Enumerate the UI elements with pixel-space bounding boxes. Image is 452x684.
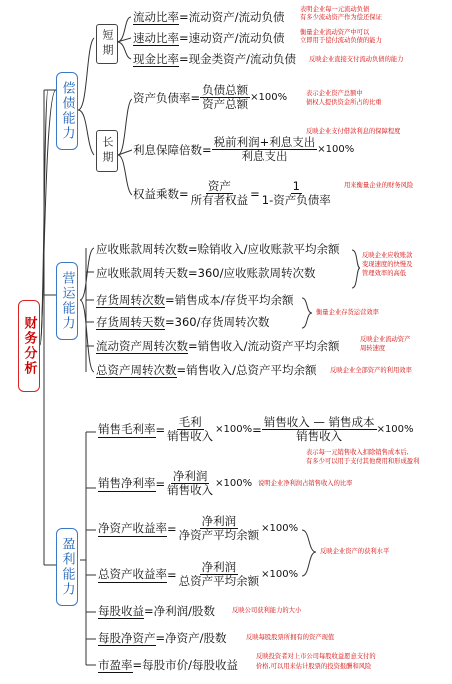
interest-coverage: 利息保障倍数 = $\frac{\text{税前利润+利息支出}}{\text{利息支出}}$ ×100%	[133, 135, 355, 163]
current-ratio-name: 流动比率	[133, 10, 179, 24]
total-asset-note: 反映企业全部资产的利用效率	[330, 367, 412, 374]
subcategory-short-label: 短期	[101, 29, 114, 59]
subcategory-long-label: 长期	[101, 136, 114, 166]
debt-ratio-note-2: 债权人提供资金所占的比重	[306, 99, 382, 106]
roe-denominator: 净资产平均余额	[178, 528, 260, 542]
gross-margin-percent-1: ×100%	[215, 424, 253, 435]
debt-ratio-numerator: 负债总额	[202, 83, 249, 97]
roa-name: 总资产收益率	[98, 567, 167, 581]
bps	[98, 631, 227, 645]
inventory-days	[96, 315, 269, 329]
equity-multiplier-numerator-1: 资产	[207, 179, 231, 193]
debt-ratio: 资产负债率 = $\frac{\text{负债总额}}{\text{资产总额}}$ ×100%	[133, 83, 288, 111]
roa-percent: ×100%	[261, 569, 299, 580]
cash-ratio-formula: =现金类资产/流动负债	[179, 52, 297, 66]
gross-margin: 销售毛利率 = $\frac{\text{毛利}}{\text{销售收入}}$ ×100% = $\frac{\text{销售收入 — 销售成本}}{\text{销售收入}}$ ×100%	[98, 415, 414, 443]
inventory-turnover-name: 存货周转次数	[96, 293, 165, 307]
gross-margin-equals: =	[252, 422, 262, 437]
cash-ratio-name: 现金比率	[133, 52, 179, 66]
cash-ratio-note: 反映企业直接支付流动负债的能力	[309, 56, 404, 63]
net-margin-numerator: 净利润	[172, 469, 208, 483]
debt-ratio-percent: ×100%	[250, 92, 288, 103]
receivable-days-formula: =360/应收账款周转次数	[188, 266, 316, 280]
gross-margin-fraction-2	[262, 416, 377, 443]
eps-note: 反映公司获利能力的大小	[232, 607, 302, 614]
debt-ratio-name: 资产负债率	[133, 90, 191, 105]
current-asset-note-2: 周转速度	[360, 345, 386, 352]
interest-coverage-name: 利息保障倍数	[133, 142, 202, 157]
current-ratio	[133, 10, 285, 24]
receivable-note-1: 反映企业应收账款	[362, 252, 413, 259]
roa-numerator: 净利润	[201, 560, 237, 574]
current-ratio-formula: =流动资产/流动负债	[179, 10, 285, 24]
equity-multiplier-fraction-1	[189, 180, 251, 207]
pe-ratio	[98, 658, 238, 672]
total-asset-turnover-formula: =销售收入/总资产平均余额	[176, 363, 317, 377]
category-profit-label: 盈利能力	[59, 537, 75, 597]
category-solvency-label: 偿债能力	[59, 81, 75, 141]
category-profit	[56, 528, 78, 606]
roe-percent: ×100%	[261, 523, 299, 534]
category-operating-label: 营运能力	[59, 271, 75, 331]
gross-margin-numerator-1: 毛利	[178, 415, 202, 429]
receivable-turnover	[96, 242, 340, 256]
net-margin: 销售净利率 = $\frac{\text{净利润}}{\text{销售收入}}$ ×100%	[98, 469, 253, 497]
gross-margin-numerator-2: 销售收入 — 销售成本	[263, 415, 375, 429]
roe-numerator: 净利润	[201, 514, 237, 528]
current-asset-note-1: 反映企业流动资产	[360, 336, 411, 343]
net-margin-fraction	[165, 470, 215, 497]
current-ratio-note-2: 有多少流动资产作为偿还保证	[300, 14, 382, 21]
equity-multiplier: 权益乘数 = $\frac{\text{资产}}{\text{所有者权益}}$ = $\frac{1}{\text{1-资产负债率}}$	[133, 179, 331, 207]
eps-formula: =净利润/股数	[144, 604, 216, 618]
equity-multiplier-denominator-2: 1-资产负债率	[261, 193, 331, 207]
equity-multiplier-name: 权益乘数	[133, 186, 179, 201]
equity-multiplier-note: 用来衡量企业的财务风险	[344, 182, 414, 189]
gross-margin-note-1: 表示每一元销售收入扣除销售成本后,	[306, 449, 409, 456]
debt-ratio-fraction	[200, 84, 250, 111]
gross-margin-denominator-1: 销售收入	[167, 429, 214, 443]
pe-ratio-note-1: 反映投资者对上市公司每股收益愿意支付的	[256, 653, 376, 660]
interest-coverage-denominator: 利息支出	[241, 149, 288, 163]
quick-ratio-note-2: 立即用于偿付流动负债的能力	[300, 37, 382, 44]
root-node	[18, 300, 40, 392]
interest-coverage-percent: ×100%	[317, 144, 355, 155]
pe-ratio-note-2: 价格,可以用来估计股票的投资报酬和风险	[256, 663, 372, 670]
gross-margin-fraction-1	[165, 416, 215, 443]
equity-multiplier-denominator-1: 所有者权益	[190, 193, 249, 207]
inventory-note: 衡量企业存货运营效率	[316, 309, 379, 316]
bps-name: 每股净资产	[98, 631, 156, 645]
interest-coverage-numerator: 税前利润+利息支出	[213, 135, 316, 149]
receivable-days	[96, 266, 315, 280]
quick-ratio	[133, 31, 285, 45]
eps-name: 每股收益	[98, 604, 144, 618]
current-asset-turnover-formula: =销售收入/流动资产平均余额	[188, 339, 340, 353]
total-asset-turnover	[96, 363, 317, 377]
subcategory-short	[96, 24, 118, 64]
quick-ratio-note-1: 衡量企业流动资产中可以	[300, 29, 370, 36]
inventory-days-formula: =360/存货周转次数	[165, 315, 270, 329]
receivable-days-name: 应收账款周转天数	[96, 266, 188, 280]
cash-ratio	[133, 52, 296, 66]
roe: 净资产收益率 = $\frac{\text{净利润}}{\text{净资产平均余额}}$ ×100%	[98, 514, 299, 542]
subcategory-long	[96, 130, 118, 172]
inventory-days-name: 存货周转天数	[96, 315, 165, 329]
gross-margin-note-2: 有多少可以用于支付其他费用和形成盈利	[306, 458, 420, 465]
roa-denominator: 总资产平均余额	[178, 574, 260, 588]
current-asset-turnover-name: 流动资产周转次数	[96, 339, 188, 353]
pe-ratio-name: 市盈率	[98, 658, 133, 672]
inventory-turnover	[96, 293, 294, 307]
roa: 总资产收益率 = $\frac{\text{净利润}}{\text{总资产平均余额}}$ ×100%	[98, 560, 299, 588]
category-operating	[56, 262, 78, 340]
net-margin-name: 销售净利率	[98, 476, 156, 490]
current-ratio-note-1: 表明企业每一元流动负债	[300, 6, 370, 13]
inventory-turnover-formula: =销售成本/存货平均余额	[165, 293, 294, 307]
roa-fraction	[177, 561, 262, 588]
interest-coverage-fraction	[212, 136, 318, 163]
gross-margin-name: 销售毛利率	[98, 422, 156, 436]
category-solvency	[56, 72, 78, 150]
net-margin-note: 说明企业净利润占销售收入的比率	[258, 480, 353, 487]
equity-multiplier-numerator-2: 1	[292, 179, 300, 193]
receivable-note-2: 变现速度的快慢及	[362, 261, 413, 268]
roe-roa-note: 反映企业资产的获利水平	[320, 548, 390, 555]
interest-coverage-note: 反映企业支付借款利息的保障程度	[306, 128, 401, 135]
quick-ratio-formula: =速动资产/流动负债	[179, 31, 285, 45]
bps-note: 反映每股股票所拥有的资产现值	[246, 634, 335, 641]
pe-ratio-formula: =每股市价/每股收益	[132, 658, 239, 672]
roe-fraction	[177, 515, 262, 542]
net-margin-percent: ×100%	[215, 478, 253, 489]
bps-formula: =净资产/股数	[155, 631, 227, 645]
gross-margin-denominator-2: 销售收入	[296, 429, 343, 443]
receivable-note-3: 管理效率的高低	[362, 270, 407, 277]
receivable-turnover-formula: =赊销收入/应收账款平均余额	[188, 242, 340, 256]
debt-ratio-denominator: 资产总额	[202, 97, 249, 111]
equity-multiplier-fraction-2	[260, 180, 333, 207]
eps	[98, 604, 215, 618]
quick-ratio-name: 速动比率	[133, 31, 179, 45]
net-margin-denominator: 销售收入	[167, 483, 214, 497]
root-label: 财务分析	[21, 316, 37, 376]
total-asset-turnover-name: 总资产周转次数	[96, 363, 177, 377]
debt-ratio-note-1: 表示企业资产总额中	[306, 90, 363, 97]
current-asset-turnover	[96, 339, 340, 353]
gross-margin-percent-2: ×100%	[376, 424, 414, 435]
roe-name: 净资产收益率	[98, 521, 167, 535]
receivable-turnover-name: 应收账款周转次数	[96, 242, 188, 256]
